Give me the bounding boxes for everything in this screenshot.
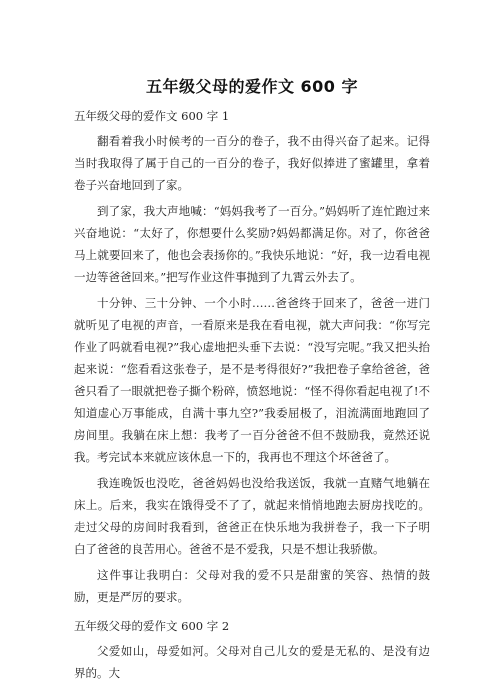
paragraph-6: 父爱如山，母爱如河。父母对自己儿女的爱是无私的、是没有边界的。大 — [74, 644, 430, 680]
paragraph-2: 到了家，我大声地喊：“妈妈我考了一百分。”妈妈听了连忙跑过来兴奋地说：“太好了，你想要什么奖励?妈妈都满足你。对了，你爸爸马上就要回来了，他也会表扬你的。”我快乐地说：“好，我一边看电视一边等爸爸回来。”把写作业这件事抛到了九霄云外去了。 — [74, 204, 430, 284]
paragraph-4: 我连晚饭也没吃，爸爸妈妈也没给我送饭，我就一直赌气地躺在床上。后来，我实在饿得受不了了，就起来悄悄地跑去厨房找吃的。走过父母的房间时我看到，爸爸正在快乐地为我拼卷子，我一下子明白了爸爸的良苦用心。爸爸不是不爱我，只是不想让我骄傲。 — [74, 476, 430, 556]
document-title: 五年级父母的爱作文 600 字 — [145, 77, 359, 96]
paragraph-5: 这件事让我明白：父母对我的爱不只是甜蜜的笑容、热情的鼓励，更是严厉的要求。 — [74, 568, 430, 604]
section-heading-1: 五年级父母的爱作文 600 字 1 — [74, 109, 230, 123]
paragraph-3: 十分钟、三十分钟、一个小时……爸爸终于回来了，爸爸一进门就听见了电视的声音，一看原来是我在看电视，就大声问我：“你写完作业了吗就看电视?”我心虚地把头垂下去说：“没写完呢。”我又把头抬起来说：“您看看这张卷子，是不是考得很好?”我把卷子拿给爸爸，爸爸只看了一眼就把卷子撕个粉碎，愤怒地说：“怪不得你看起电视了!不知道虚心万事能成，自满十事九空?”我委屈极了，泪流满面地跑回了房间里。我躺在床上想：我考了一百分爸爸不但不鼓励我，竟然还说我。考完试本来就应该休息一下的，我再也不理这个坏爸爸了。 — [74, 296, 430, 464]
section-heading-2: 五年级父母的爱作文 600 字 2 — [74, 619, 230, 633]
paragraph-1: 翻看着我小时候考的一百分的卷子，我不由得兴奋了起来。记得当时我取得了属于自己的一百分的卷子，我好似捧进了蜜罐里，拿着卷子兴奋地回到了家。 — [74, 134, 430, 192]
